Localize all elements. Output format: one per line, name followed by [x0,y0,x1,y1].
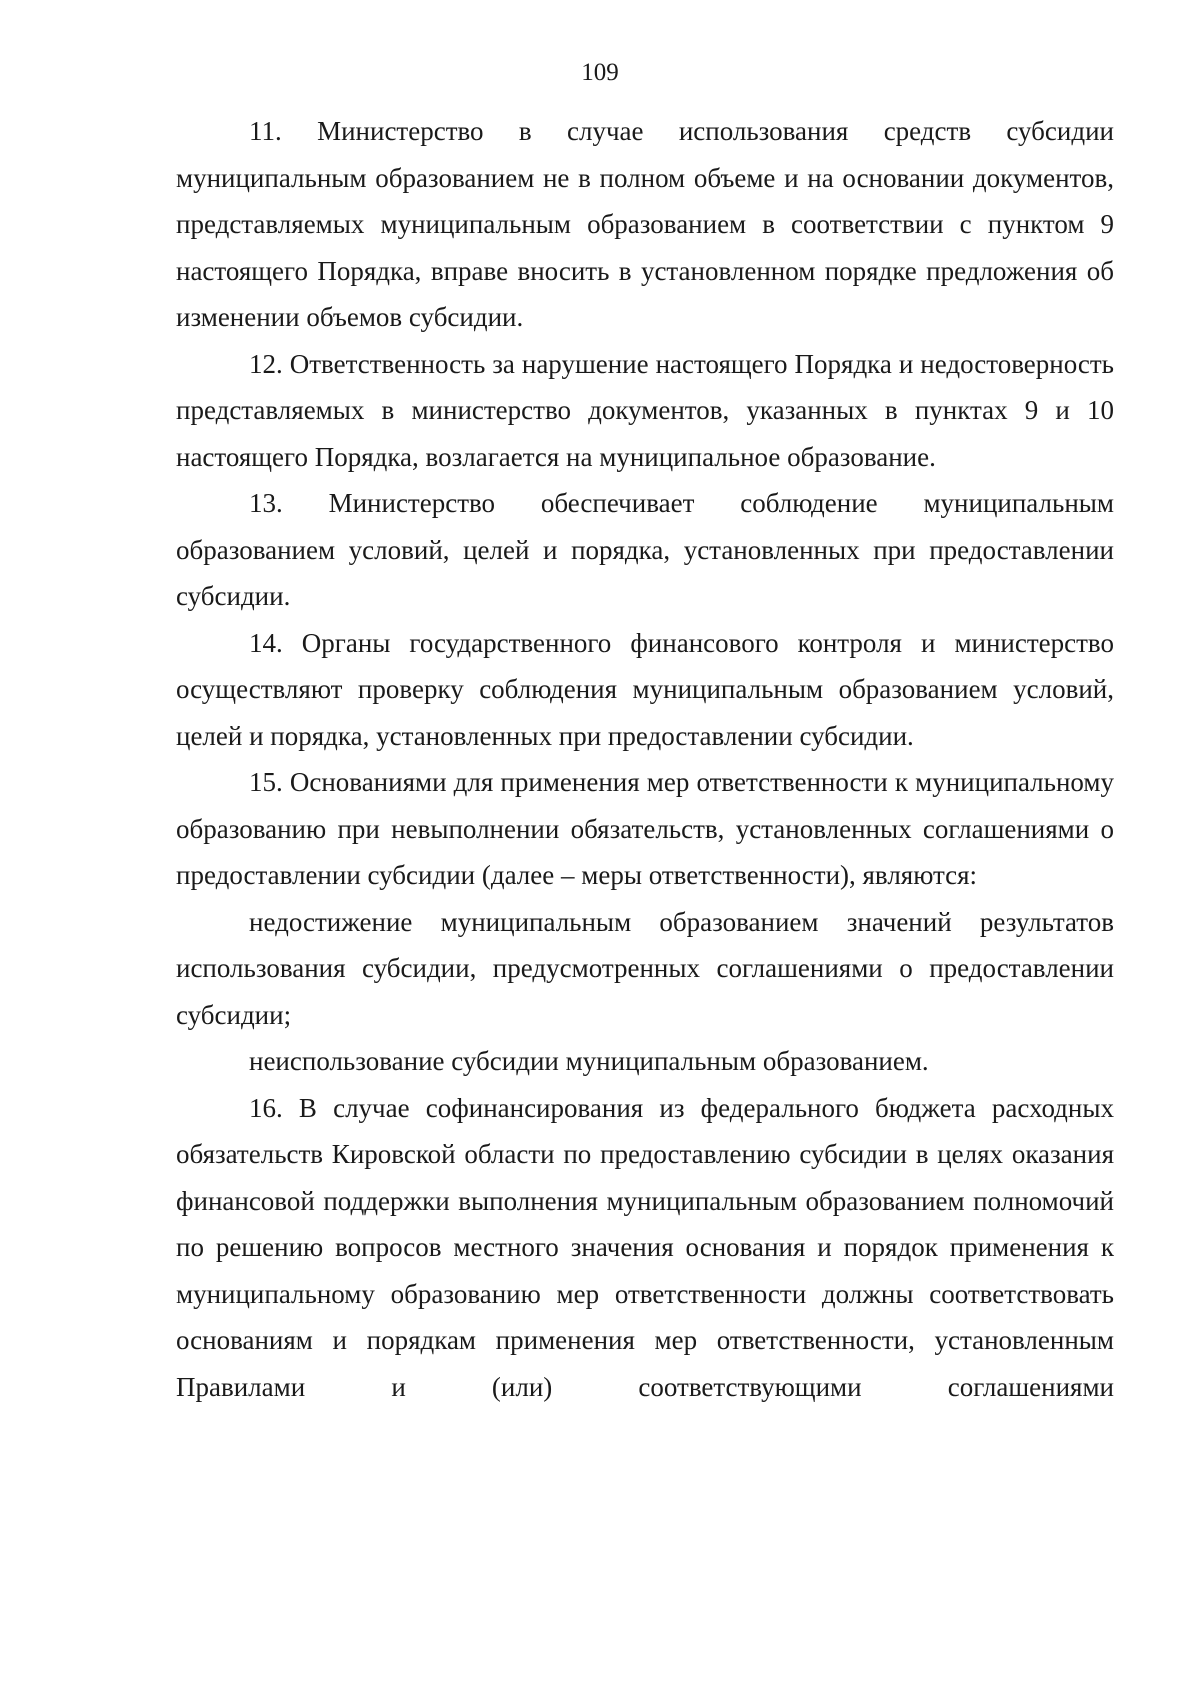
paragraph-12: 12. Ответственность за нарушение настоящего Порядка и недостоверность представляемых в министерство документов, указанных в пунктах 9 и 10 настоящего Порядка, возлагается на муниципальное образование. [176,348,1114,472]
paragraph-15-item-2: неиспользование субсидии муниципальным образованием. [249,1046,929,1076]
paragraph-15: 15. Основаниями для применения мер ответственности к муниципальному образованию при невыполнении обязательств, установленных соглашениями о предоставлении субсидии (далее – меры ответственности), являются: [176,767,1114,890]
paragraph-13: 13. Министерство обеспечивает соблюдение муниципальным образованием условий, целей и порядка, установленных при предоставлении субсидии. [176,488,1114,611]
paragraph-14: 14. Органы государственного финансового контроля и министерство осуществляют проверку соблюдения муниципальным образованием условий, целей и порядка, установленных при предоставлении субсидии. [176,627,1114,751]
paragraph-11: 11. Министерство в случае использования средств субсидии муниципальным образованием не в полном объеме и на основании документов, представляемых муниципальным образованием в соответствии с пунктом 9 настоящего Порядка, вправе вносить в установленном порядке предложения об изменении объемов субсидии. [176,116,1114,332]
paragraph-16: 16. В случае софинансирования из федерального бюджета расходных обязательств Кировской области по предоставлению субсидии в целях оказания финансовой поддержки выполнения муниципальным образованием полномочий по решению вопросов местного значения основания и порядок применения к муниципальному образованию мер ответственности должны соответствовать основаниям и порядкам применения мер ответственности, установленным Правилами и (или) соответствующими соглашениями [176,1092,1114,1402]
document-body [176,108,1114,1410]
page-number: 109 [581,59,619,86]
paragraph-15-item-1: недостижение муниципальным образованием значений результатов использования субсидии, предусмотренных соглашениями о предоставлении субсидии; [176,906,1114,1030]
